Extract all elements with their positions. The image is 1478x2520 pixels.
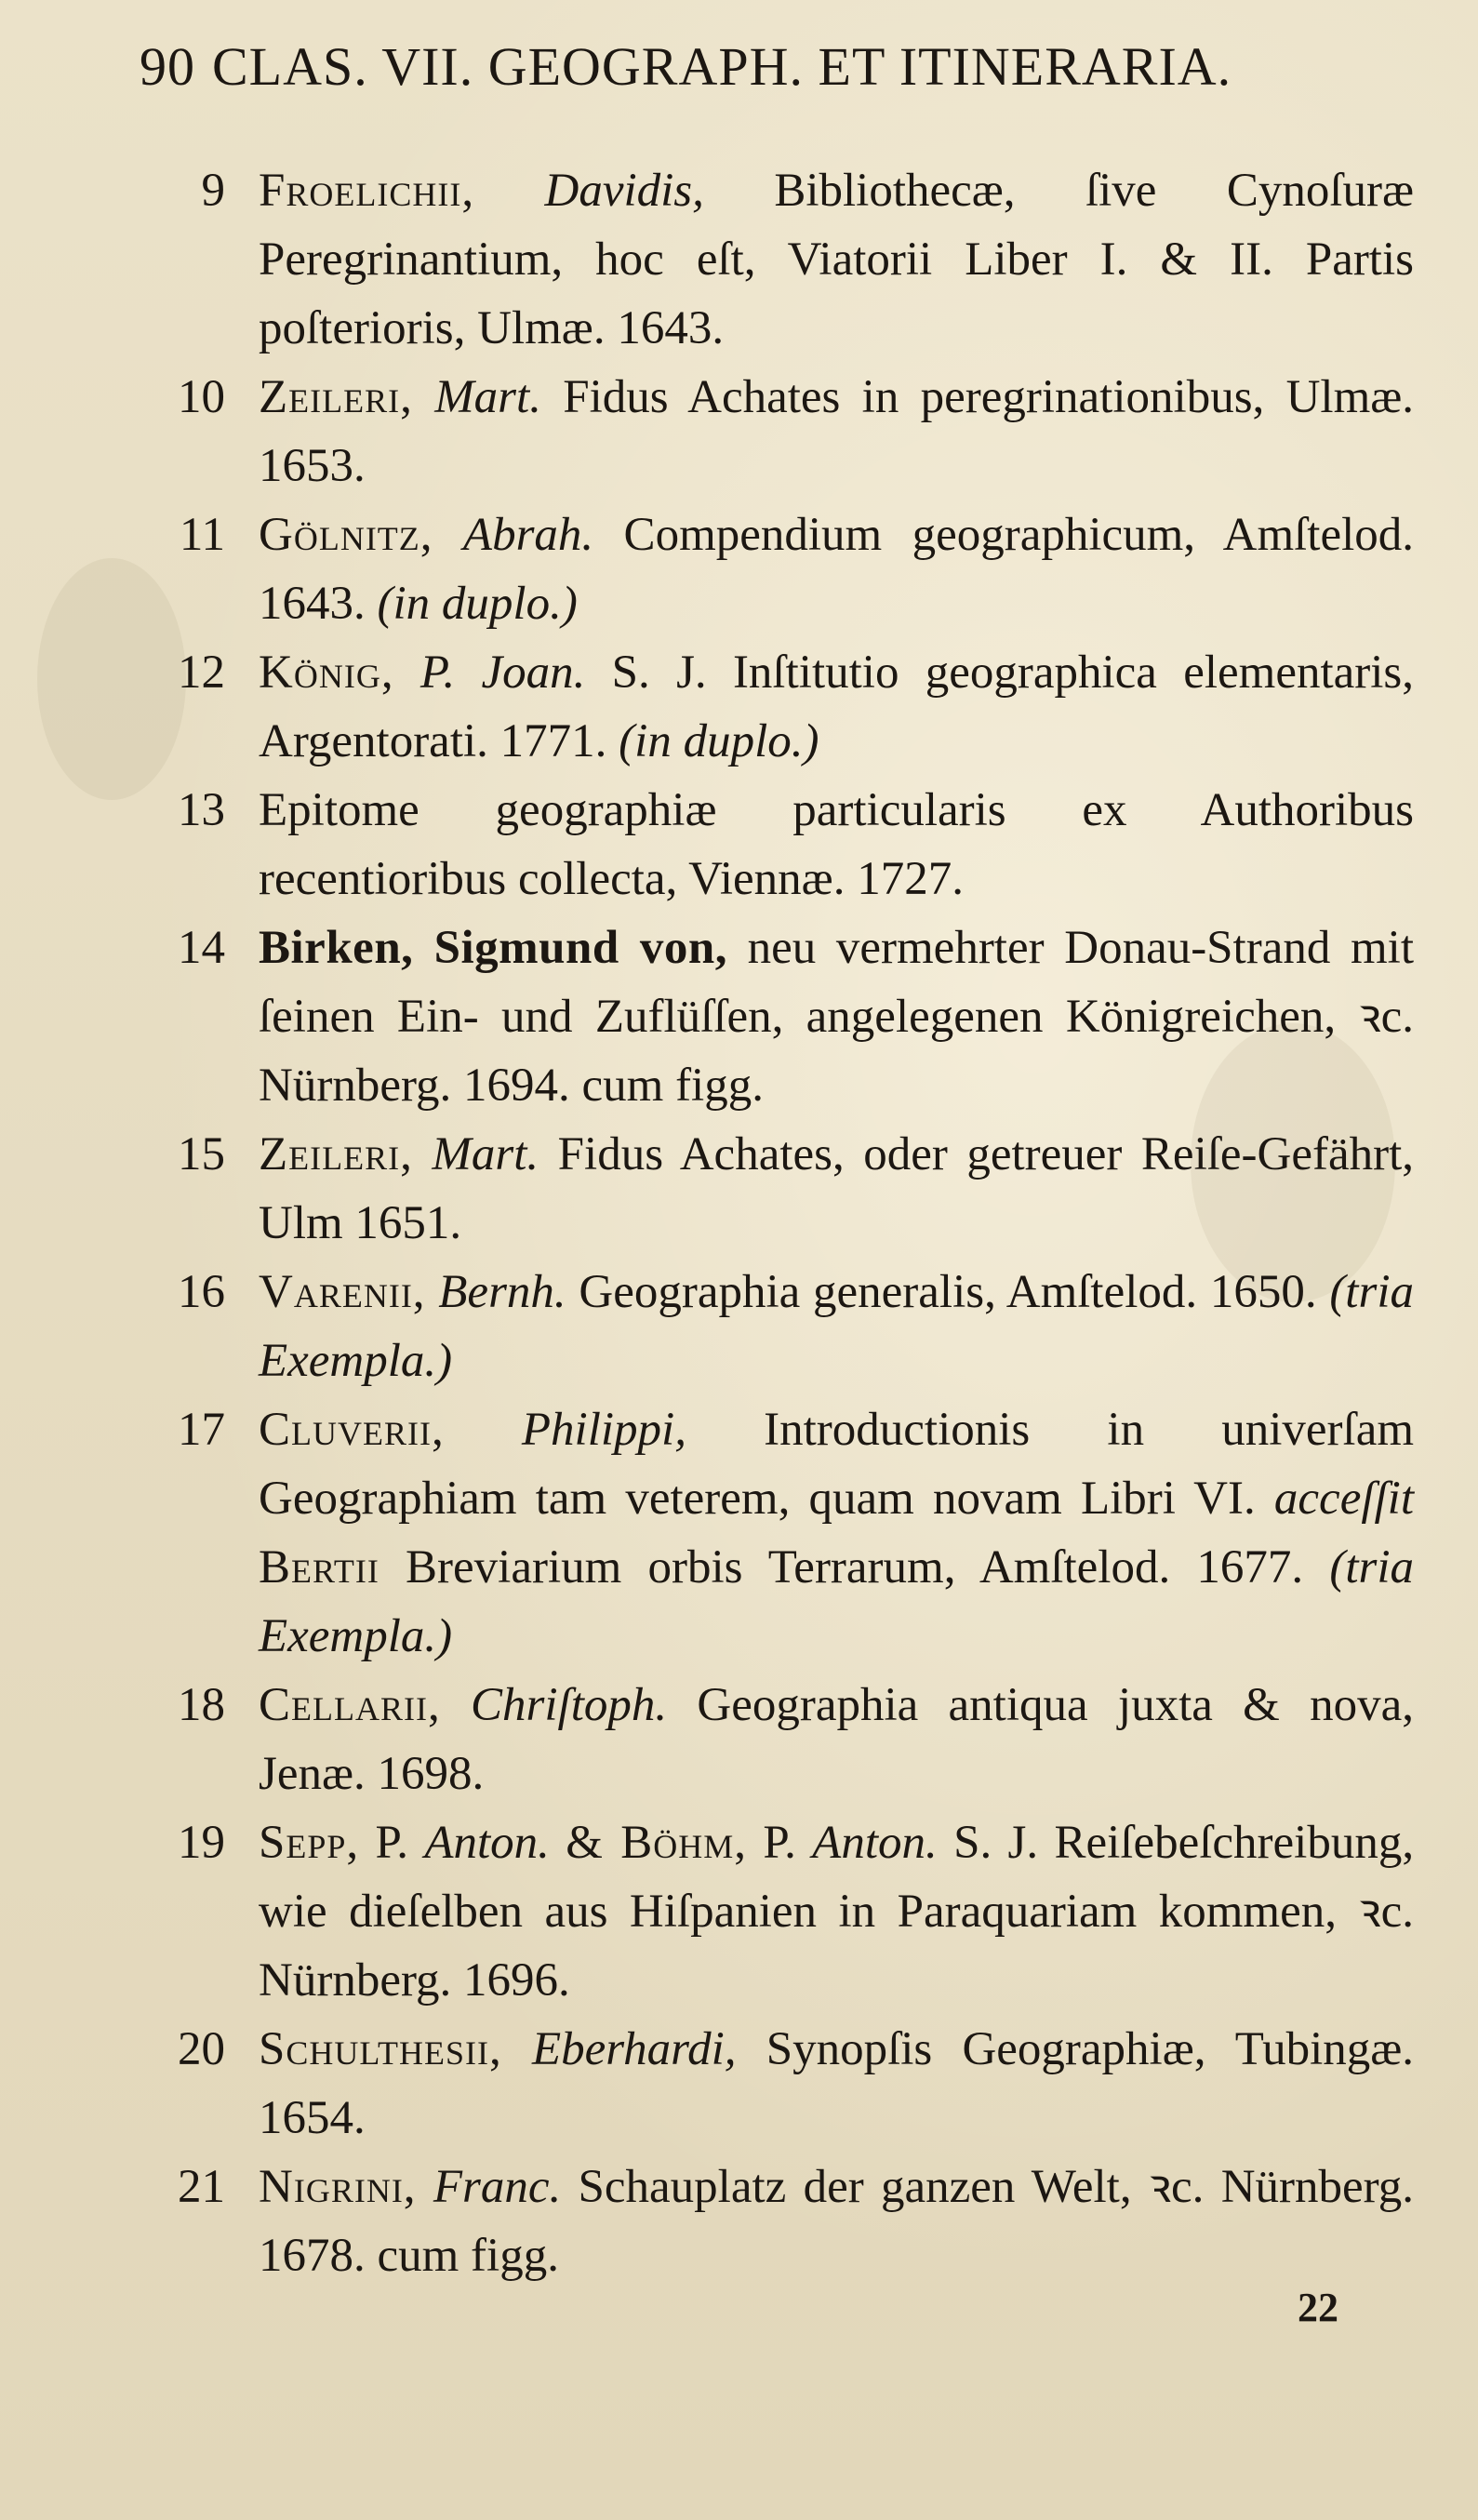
entry-given-name: Franc. — [433, 2161, 562, 2213]
entry-text: Compendium geographicum, Amſtelod. 1643. — [259, 509, 1415, 630]
entry-author: Schulthesii, — [259, 2023, 502, 2075]
catchword: 22 — [1298, 2285, 1338, 2330]
entry-number: 20 — [178, 2023, 225, 2075]
entry-text: Schauplatz der ganzen Welt, ꝛc. Nürnberg. 1678. cum figg. — [259, 2161, 1414, 2282]
entry-text: Synopſis Geographiæ, Tubingæ. 1654. — [259, 2023, 1415, 2144]
catalogue-entry — [149, 363, 1414, 500]
entry-text-continued: Breviarium orbis Terrarum, Amſtelod. 1677. — [406, 1541, 1304, 1593]
catalogue-entry — [149, 913, 1414, 1120]
entry-number: 19 — [178, 1817, 225, 1869]
entry-coauthor: Bertii — [259, 1541, 379, 1593]
entry-given-name: Philippi, — [521, 1404, 686, 1456]
entry-number: 13 — [178, 784, 225, 836]
entry-given-name: Abrah. — [462, 509, 594, 561]
entry-given-name: P. Joan. — [419, 647, 586, 699]
entry-number: 11 — [179, 509, 225, 561]
entry-author: Sepp, — [259, 1817, 360, 1869]
entry-given-name: Davidis, — [544, 165, 704, 217]
entry-note: (tria Exempla.) — [259, 1541, 1415, 1662]
entry-text: Introductionis in univerſam Geographiam tam veterem, quam novam Libri VI. — [259, 1404, 1415, 1525]
entry-author: Zeileri, — [259, 1128, 413, 1180]
entry-text: Fidus Achates, oder getreuer Reiſe-Gefährt, Ulm 1651. — [259, 1128, 1415, 1249]
catalogue-entry — [149, 2153, 1414, 2290]
entry-text: neu vermehrter Donau-Strand mit ſeinen Ein- und Zuflüſſen, angelegenen Königreichen, ꝛc. Nürnberg. 1694. cum figg. — [259, 922, 1414, 1112]
entry-given-name: Anton. — [424, 1817, 550, 1869]
entry-prefix: P. — [375, 1817, 408, 1869]
catalogue-entry — [149, 1120, 1414, 1258]
entry-text: Geographia antiqua juxta & nova, Jenæ. 1698. — [259, 1679, 1414, 1800]
catalogue-entry — [149, 1808, 1414, 2015]
entry-number: 14 — [178, 922, 225, 974]
entry-number: 21 — [178, 2161, 225, 2213]
entry-given-name: Mart. — [432, 1128, 539, 1180]
entry-author: Froelichii, — [259, 165, 475, 217]
entry-number: 10 — [178, 371, 225, 423]
entry-text: S. J. Inſtitutio geographica elementaris, Argentorati. 1771. — [259, 647, 1415, 767]
entry-number: 12 — [178, 647, 225, 699]
catalogue-entry — [149, 776, 1414, 913]
entry-text: S. J. Reiſebeſchreibung, wie dieſelben aus Hiſpanien in Paraquariam kommen, ꝛc. Nürnberg. 1696. — [259, 1817, 1415, 2007]
entry-number: 9 — [201, 165, 225, 217]
entry-author: Cellarii, — [259, 1679, 441, 1731]
entry-author: König, — [259, 647, 394, 699]
entry-given-name: Bernh. — [438, 1266, 566, 1318]
entry-text: Epitome geographiæ particularis ex Authoribus recentioribus collecta, Viennæ. 1727. — [259, 784, 1414, 905]
entry-number: 15 — [178, 1128, 225, 1180]
entry-given-name: Chriſtoph. — [471, 1679, 668, 1731]
entry-author: Zeileri, — [259, 371, 413, 423]
entry-coauthor: & Böhm, — [566, 1817, 748, 1869]
entry-text: Fidus Achates in peregrinationibus, Ulmæ. 1653. — [259, 371, 1415, 492]
page-number: 90 — [140, 36, 195, 97]
entry-note: (tria Exempla.) — [259, 1266, 1414, 1387]
entry-author: Cluverii, — [259, 1404, 445, 1456]
catalogue-entry — [149, 1671, 1414, 1808]
entry-author: Birken, Sigmund von, — [259, 922, 727, 974]
catalogue-entries — [149, 156, 1414, 2290]
entry-author: Gölnitz, — [259, 509, 433, 561]
catalogue-entry — [149, 500, 1414, 638]
entry-text: Geographia generalis, Amſtelod. 1650. — [579, 1266, 1317, 1318]
entry-author: Nigrini, — [259, 2161, 417, 2213]
entry-accessit: acceſſit — [1273, 1473, 1415, 1525]
catalogue-entry — [149, 2015, 1414, 2153]
entry-given-name: Eberhardi, — [531, 2023, 737, 2075]
section-title: CLAS. VII. GEOGRAPH. ET ITINERARIA. — [212, 36, 1232, 97]
entry-number: 17 — [178, 1404, 225, 1456]
entry-number: 16 — [178, 1266, 225, 1318]
entry-note: (in duplo.) — [619, 715, 819, 767]
entry-given-name: Anton. — [812, 1817, 938, 1869]
catalogue-entry — [149, 638, 1414, 776]
entry-prefix: P. — [763, 1817, 796, 1869]
catalogue-entry — [149, 1395, 1414, 1671]
entry-note: (in duplo.) — [377, 578, 578, 630]
entry-number: 18 — [178, 1679, 225, 1731]
entry-given-name: Mart. — [434, 371, 541, 423]
running-header — [140, 35, 1395, 98]
entry-author: Varenii, — [259, 1266, 426, 1318]
catalogue-entry — [149, 156, 1414, 363]
entry-text: Bibliothecæ, ſive Cynoſuræ Peregrinantium, hoc eſt, Viatorii Liber I. & II. Partis poſterioris, Ulmæ. 1643. — [259, 165, 1415, 354]
catalogue-entry — [149, 1258, 1414, 1395]
